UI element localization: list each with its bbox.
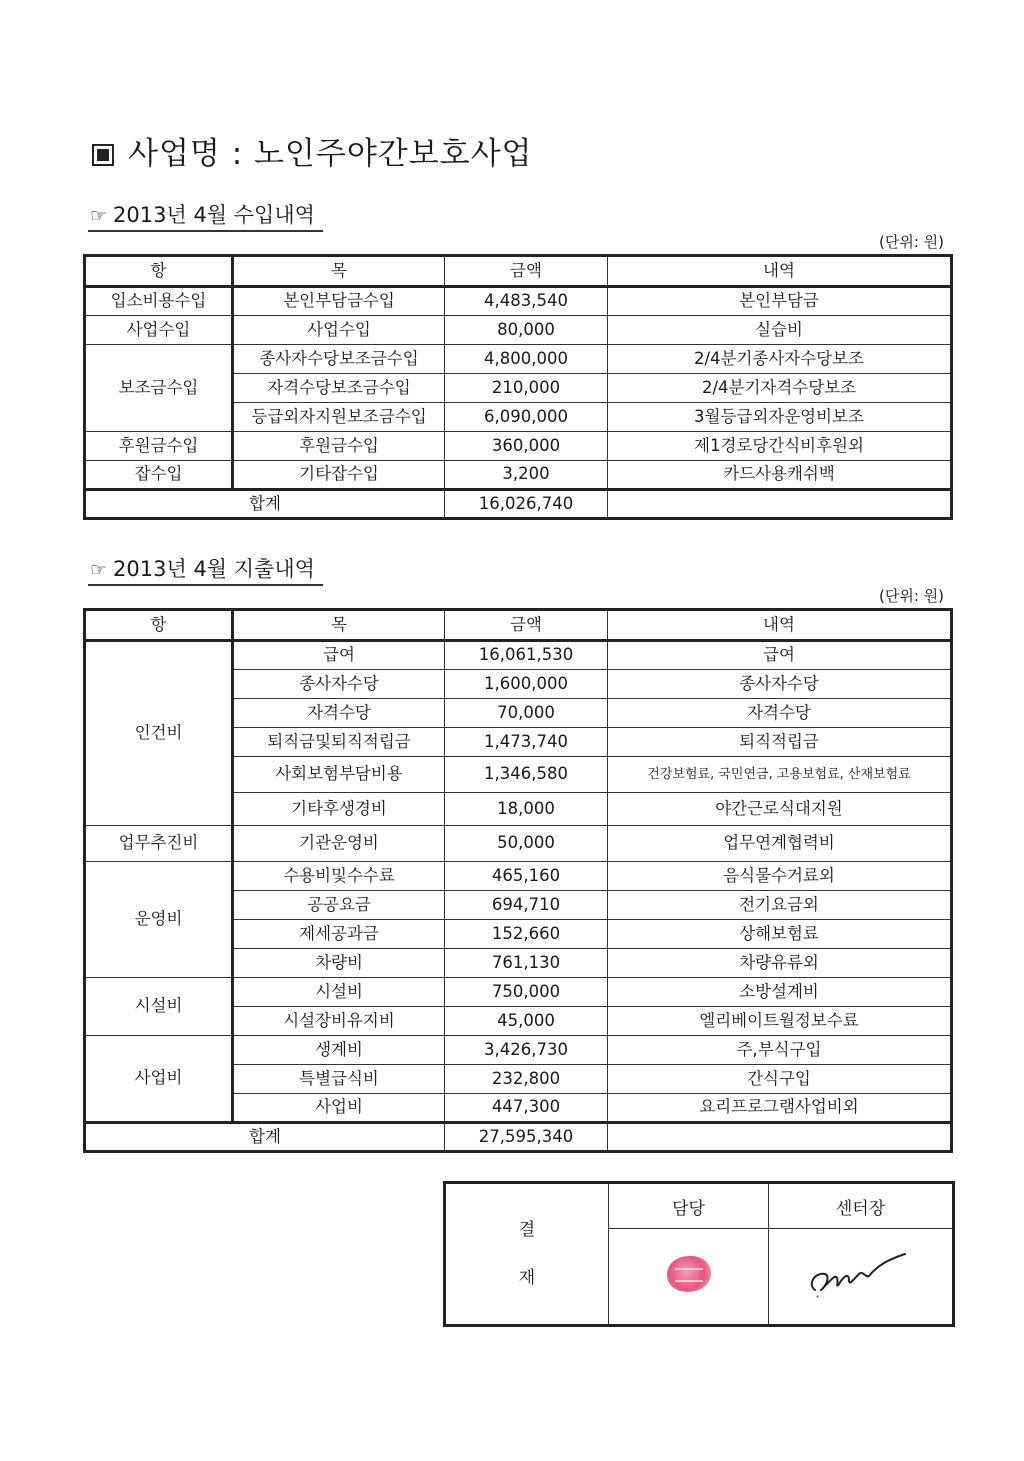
cell-detail: 업무연계협력비 <box>608 826 952 862</box>
cell-amount: 18,000 <box>445 793 608 826</box>
table-row <box>85 826 952 862</box>
cell-hang: 업무추진비 <box>85 826 233 862</box>
approval-label-top: 결 <box>518 1220 536 1240</box>
cell-detail: 3월등급외자운영비보조 <box>608 403 952 432</box>
table-row <box>85 345 952 374</box>
cell-mok: 후원금수입 <box>233 432 445 461</box>
cell-mok: 퇴직금및퇴직적립금 <box>233 728 445 757</box>
cell-mok: 제세공과금 <box>233 920 445 949</box>
cell-detail: 자격수당 <box>608 699 952 728</box>
cell-hang: 입소비용수입 <box>85 287 233 316</box>
approval-box <box>443 1181 955 1327</box>
table-row <box>85 862 952 891</box>
table-row <box>85 432 952 461</box>
cell-amount: 80,000 <box>445 316 608 345</box>
cell-detail: 소방설계비 <box>608 978 952 1007</box>
cell-mok: 자격수당 <box>233 699 445 728</box>
cell-detail: 실습비 <box>608 316 952 345</box>
cell-detail: 본인부담금 <box>608 287 952 316</box>
page-title-text: 사업명 : 노인주야간보호사업 <box>128 136 533 172</box>
cell-amount: 360,000 <box>445 432 608 461</box>
cell-detail: 제1경로당간식비후원외 <box>608 432 952 461</box>
cell-hang: 후원금수입 <box>85 432 233 461</box>
cell-detail: 2/4분기자격수당보조 <box>608 374 952 403</box>
cell-amount: 750,000 <box>445 978 608 1007</box>
cell-detail: 급여 <box>608 641 952 670</box>
header-amount: 금액 <box>445 256 608 287</box>
cell-mok: 사회보험부담비용 <box>233 757 445 793</box>
cell-amount: 1,346,580 <box>445 757 608 793</box>
table-header-row <box>85 610 952 641</box>
handwritten-signature-icon <box>801 1244 921 1304</box>
table-header-row <box>85 256 952 287</box>
cell-mok: 종사자수당보조금수입 <box>233 345 445 374</box>
approval-label-bottom: 재 <box>518 1268 536 1288</box>
table-row <box>85 1036 952 1065</box>
cell-detail: 요리프로그램사업비외 <box>608 1094 952 1123</box>
cell-amount: 3,200 <box>445 461 608 490</box>
approval-label <box>445 1183 609 1326</box>
page-title <box>92 128 533 173</box>
total-row <box>85 1123 952 1152</box>
header-hang: 항 <box>85 610 233 641</box>
income-table <box>83 254 953 520</box>
cell-mok: 생계비 <box>233 1036 445 1065</box>
cell-mok: 본인부담금수입 <box>233 287 445 316</box>
expense-table <box>83 608 953 1153</box>
cell-hang: 사업수입 <box>85 316 233 345</box>
cell-amount: 3,426,730 <box>445 1036 608 1065</box>
cell-mok: 기타후생경비 <box>233 793 445 826</box>
cell-amount: 16,061,530 <box>445 641 608 670</box>
cell-detail: 종사자수당 <box>608 670 952 699</box>
header-detail: 내역 <box>608 256 952 287</box>
red-seal-stamp-icon <box>667 1256 711 1292</box>
cell-amount: 152,660 <box>445 920 608 949</box>
pointing-hand-icon: ☞ <box>90 205 108 227</box>
total-amount: 27,595,340 <box>445 1123 608 1152</box>
table-row <box>85 641 952 670</box>
cell-amount: 232,800 <box>445 1065 608 1094</box>
total-detail <box>608 490 952 519</box>
cell-detail: 2/4분기종사자수당보조 <box>608 345 952 374</box>
cell-detail: 간식구입 <box>608 1065 952 1094</box>
cell-mok: 사업수입 <box>233 316 445 345</box>
header-detail: 내역 <box>608 610 952 641</box>
cell-mok: 기관운영비 <box>233 826 445 862</box>
header-mok: 목 <box>233 256 445 287</box>
expense-unit-label: (단위: 원) <box>879 587 944 605</box>
cell-mok: 공공요금 <box>233 891 445 920</box>
cell-detail: 상해보험료 <box>608 920 952 949</box>
cell-mok: 종사자수당 <box>233 670 445 699</box>
pointing-hand-icon: ☞ <box>90 559 108 581</box>
cell-mok: 자격수당보조금수입 <box>233 374 445 403</box>
approval-role-director: 센터장 <box>769 1183 954 1229</box>
cell-amount: 4,483,540 <box>445 287 608 316</box>
table-row <box>85 461 952 490</box>
cell-amount: 1,473,740 <box>445 728 608 757</box>
cell-amount: 447,300 <box>445 1094 608 1123</box>
total-amount: 16,026,740 <box>445 490 608 519</box>
cell-mok: 차량비 <box>233 949 445 978</box>
cell-hang: 잡수입 <box>85 461 233 490</box>
cell-mok: 등급외자지원보조금수입 <box>233 403 445 432</box>
cell-amount: 761,130 <box>445 949 608 978</box>
approval-header-row <box>445 1183 954 1229</box>
cell-detail: 건강보험료, 국민연금, 고용보험료, 산재보험료 <box>608 757 952 793</box>
cell-hang: 시설비 <box>85 978 233 1036</box>
cell-amount: 210,000 <box>445 374 608 403</box>
cell-detail: 카드사용캐쉬백 <box>608 461 952 490</box>
expense-heading: ☞ 2013년 4월 지출내역 <box>88 553 323 586</box>
income-unit-label: (단위: 원) <box>879 233 944 251</box>
cell-amount: 694,710 <box>445 891 608 920</box>
cell-mok: 시설비 <box>233 978 445 1007</box>
table-row <box>85 316 952 345</box>
cell-hang: 운영비 <box>85 862 233 978</box>
approval-stamp-cell <box>609 1229 769 1326</box>
cell-amount: 50,000 <box>445 826 608 862</box>
cell-hang: 사업비 <box>85 1036 233 1123</box>
cell-amount: 45,000 <box>445 1007 608 1036</box>
square-bullet-icon <box>92 144 114 166</box>
cell-mok: 사업비 <box>233 1094 445 1123</box>
header-mok: 목 <box>233 610 445 641</box>
cell-amount: 4,800,000 <box>445 345 608 374</box>
cell-mok: 시설장비유지비 <box>233 1007 445 1036</box>
cell-mok: 급여 <box>233 641 445 670</box>
cell-amount: 1,600,000 <box>445 670 608 699</box>
cell-amount: 70,000 <box>445 699 608 728</box>
approval-signature-cell <box>769 1229 954 1326</box>
total-label: 합계 <box>85 1123 445 1152</box>
cell-mok: 수용비및수수료 <box>233 862 445 891</box>
header-amount: 금액 <box>445 610 608 641</box>
table-row <box>85 978 952 1007</box>
cell-detail: 엘리베이트월정보수료 <box>608 1007 952 1036</box>
cell-hang: 인건비 <box>85 641 233 826</box>
cell-amount: 6,090,000 <box>445 403 608 432</box>
total-label: 합계 <box>85 490 445 519</box>
income-heading: ☞ 2013년 4월 수입내역 <box>88 199 323 232</box>
cell-detail: 야간근로식대지원 <box>608 793 952 826</box>
cell-detail: 음식물수거료외 <box>608 862 952 891</box>
header-hang: 항 <box>85 256 233 287</box>
cell-mok: 특별급식비 <box>233 1065 445 1094</box>
cell-mok: 기타잡수입 <box>233 461 445 490</box>
cell-hang: 보조금수입 <box>85 345 233 432</box>
total-detail <box>608 1123 952 1152</box>
cell-amount: 465,160 <box>445 862 608 891</box>
cell-detail: 퇴직적립금 <box>608 728 952 757</box>
cell-detail: 전기요금외 <box>608 891 952 920</box>
total-row <box>85 490 952 519</box>
cell-detail: 차량유류외 <box>608 949 952 978</box>
table-row <box>85 287 952 316</box>
cell-detail: 주,부식구입 <box>608 1036 952 1065</box>
approval-role-staff: 담당 <box>609 1183 769 1229</box>
